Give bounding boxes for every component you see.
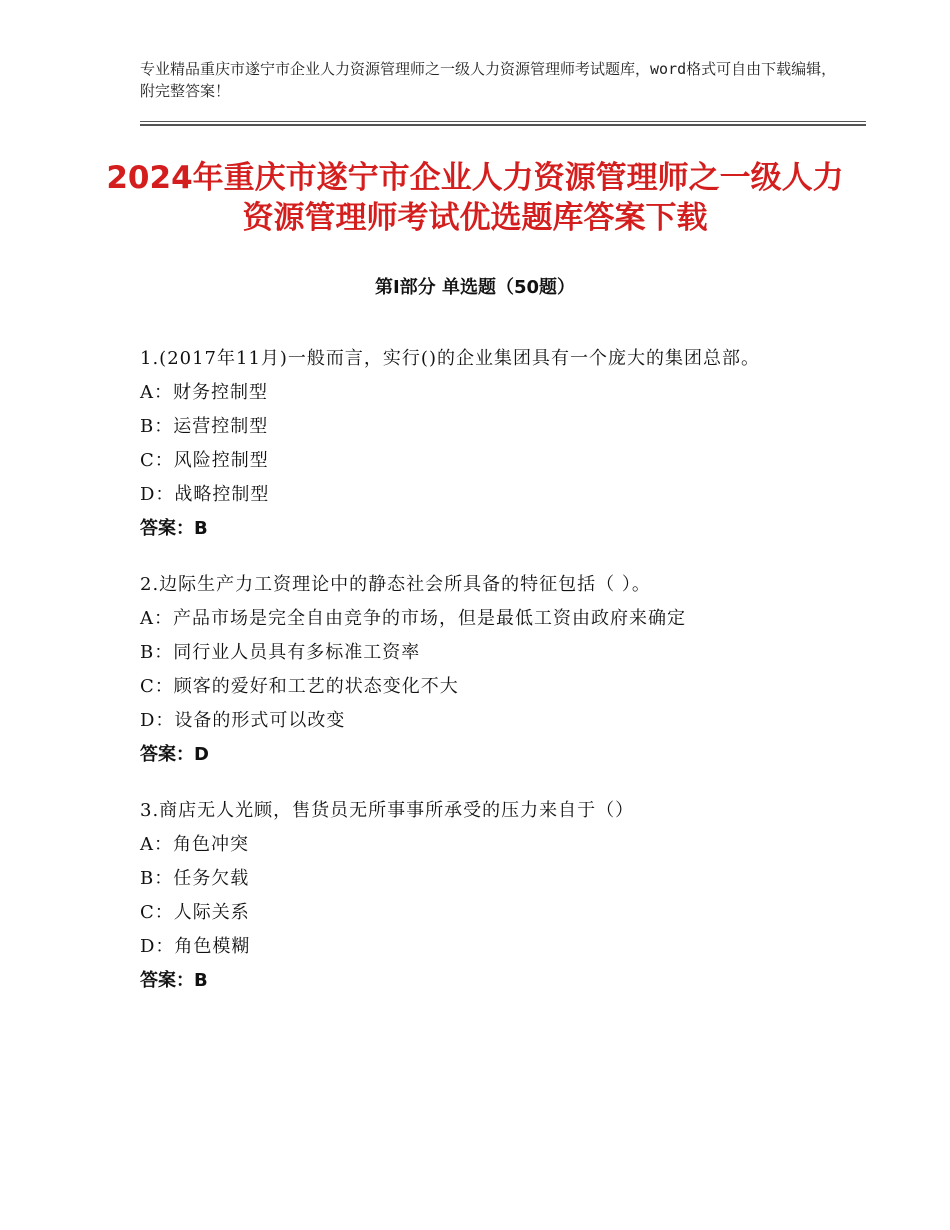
answer: 答案：B: [140, 970, 208, 991]
answer: 答案：B: [140, 518, 208, 539]
question-2: [140, 568, 820, 772]
header-divider-thick: [140, 124, 866, 126]
option-b: B：运营控制型: [140, 416, 269, 437]
option-a: A：产品市场是完全自由竞争的市场，但是最低工资由政府来确定: [140, 608, 686, 629]
header-note: 专业精品重庆市遂宁市企业人力资源管理师之一级人力资源管理师考试题库，word格式可自由下载编辑，附完整答案！: [140, 60, 837, 100]
document-title: 2024年重庆市遂宁市企业人力资源管理师之一级人力资源管理师考试优选题库答案下载: [106, 160, 844, 236]
option-d: D：角色模糊: [140, 936, 251, 957]
option-c: C：顾客的爱好和工艺的状态变化不大: [140, 676, 459, 697]
header-divider: [140, 121, 866, 122]
option-b: B：任务欠载: [140, 868, 250, 889]
question-stem: 2.边际生产力工资理论中的静态社会所具备的特征包括（ ）。: [140, 574, 651, 595]
question-stem: 3.商店无人光顾，售货员无所事事所承受的压力来自于（）: [140, 800, 635, 821]
option-c: C：风险控制型: [140, 450, 269, 471]
option-b: B：同行业人员具有多标准工资率: [140, 642, 421, 663]
section-heading: 第Ⅰ部分 单选题（50题）: [374, 277, 575, 298]
option-c: C：人际关系: [140, 902, 250, 923]
question-1: [140, 342, 820, 546]
option-d: D：战略控制型: [140, 484, 270, 505]
question-3: [140, 794, 820, 998]
option-a: A：角色冲突: [140, 834, 249, 855]
question-list: [140, 342, 820, 1020]
option-d: D：设备的形式可以改变: [140, 710, 346, 731]
option-a: A：财务控制型: [140, 382, 268, 403]
question-stem: 1.(2017年11月)一般而言，实行()的企业集团具有一个庞大的集团总部。: [140, 348, 760, 369]
answer: 答案：D: [140, 744, 209, 765]
